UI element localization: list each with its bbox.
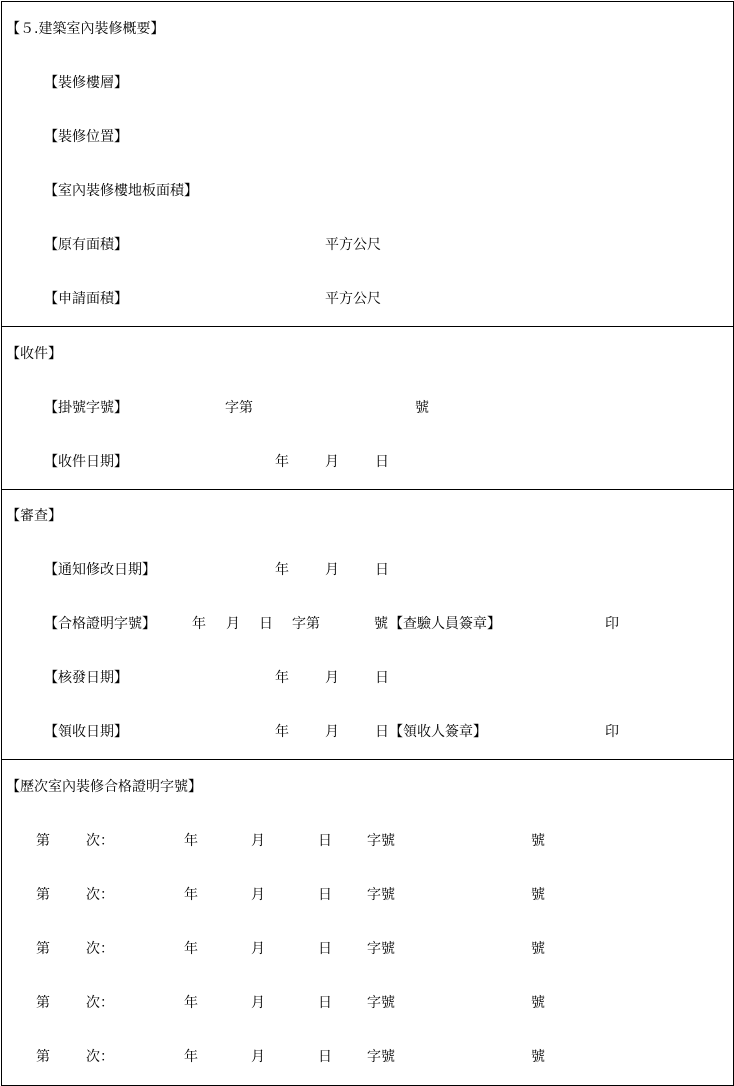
history-hao: 號	[531, 1049, 545, 1065]
notify-year: 年	[275, 562, 289, 578]
history-day: 日	[318, 887, 332, 903]
history-di: 第	[36, 941, 50, 957]
history-month: 月	[251, 941, 265, 957]
history-di: 第	[36, 1049, 50, 1065]
history-zihao: 字號	[367, 941, 395, 957]
cert-year: 年	[192, 616, 206, 632]
original-area-label: 【原有面積】	[44, 237, 128, 253]
history-di: 第	[36, 887, 50, 903]
history-zihao: 字號	[367, 833, 395, 849]
issue-month: 月	[325, 670, 339, 686]
history-ci: 次：	[86, 995, 114, 1011]
section-divider-receipt	[2, 326, 733, 327]
notify-month: 月	[325, 562, 339, 578]
review-title: 【審查】	[6, 508, 62, 524]
cert-no-label: 【合格證明字號】	[44, 616, 156, 632]
history-year: 年	[184, 887, 198, 903]
notify-day: 日	[375, 562, 389, 578]
receipt-month: 月	[325, 454, 339, 470]
overview-title: 【５.建築室內裝修概要】	[6, 21, 165, 37]
history-day: 日	[318, 833, 332, 849]
history-ci: 次：	[86, 887, 114, 903]
receipt-title: 【收件】	[6, 346, 62, 362]
history-zihao: 字號	[367, 887, 395, 903]
collector-seal: 印	[605, 724, 619, 740]
section-divider-history	[2, 759, 733, 760]
history-day: 日	[318, 941, 332, 957]
history-di: 第	[36, 833, 50, 849]
history-year: 年	[184, 833, 198, 849]
issue-date-label: 【核發日期】	[44, 670, 128, 686]
history-year: 年	[184, 941, 198, 957]
history-zihao: 字號	[367, 1049, 395, 1065]
original-area-unit: 平方公尺	[325, 237, 381, 253]
history-di: 第	[36, 995, 50, 1011]
notify-date-label: 【通知修改日期】	[44, 562, 156, 578]
inspector-seal: 印	[605, 616, 619, 632]
history-ci: 次：	[86, 1049, 114, 1065]
collector-label: 【領收人簽章】	[389, 724, 487, 740]
applied-area-label: 【申請面積】	[44, 291, 128, 307]
history-month: 月	[251, 833, 265, 849]
section-divider-review	[2, 489, 733, 490]
history-hao: 號	[531, 887, 545, 903]
history-month: 月	[251, 887, 265, 903]
history-ci: 次：	[86, 833, 114, 849]
collect-month: 月	[325, 724, 339, 740]
history-day: 日	[318, 995, 332, 1011]
register-no-label: 【掛號字號】	[44, 400, 128, 416]
history-hao: 號	[531, 995, 545, 1011]
history-hao: 號	[531, 941, 545, 957]
collect-date-label: 【領收日期】	[44, 724, 128, 740]
form-frame	[1, 1, 734, 1086]
history-ci: 次：	[86, 941, 114, 957]
applied-area-unit: 平方公尺	[325, 291, 381, 307]
cert-month: 月	[226, 616, 240, 632]
history-hao: 號	[531, 833, 545, 849]
cert-zi-di: 字第	[292, 616, 320, 632]
cert-hao: 號	[374, 616, 388, 632]
collect-day: 日	[375, 724, 389, 740]
history-day: 日	[318, 1049, 332, 1065]
history-month: 月	[251, 1049, 265, 1065]
cert-day: 日	[259, 616, 273, 632]
issue-day: 日	[375, 670, 389, 686]
inspector-label: 【查驗人員簽章】	[389, 616, 501, 632]
history-title: 【歷次室內裝修合格證明字號】	[6, 779, 202, 795]
floor-label: 【裝修樓層】	[44, 75, 128, 91]
receipt-year: 年	[275, 454, 289, 470]
history-year: 年	[184, 1049, 198, 1065]
floor-area-label: 【室內裝修樓地板面積】	[44, 183, 198, 199]
receipt-day: 日	[375, 454, 389, 470]
receipt-date-label: 【收件日期】	[44, 454, 128, 470]
history-month: 月	[251, 995, 265, 1011]
register-zi-di: 字第	[225, 400, 253, 416]
register-hao: 號	[415, 400, 429, 416]
collect-year: 年	[275, 724, 289, 740]
issue-year: 年	[275, 670, 289, 686]
history-year: 年	[184, 995, 198, 1011]
history-zihao: 字號	[367, 995, 395, 1011]
location-label: 【裝修位置】	[44, 129, 128, 145]
